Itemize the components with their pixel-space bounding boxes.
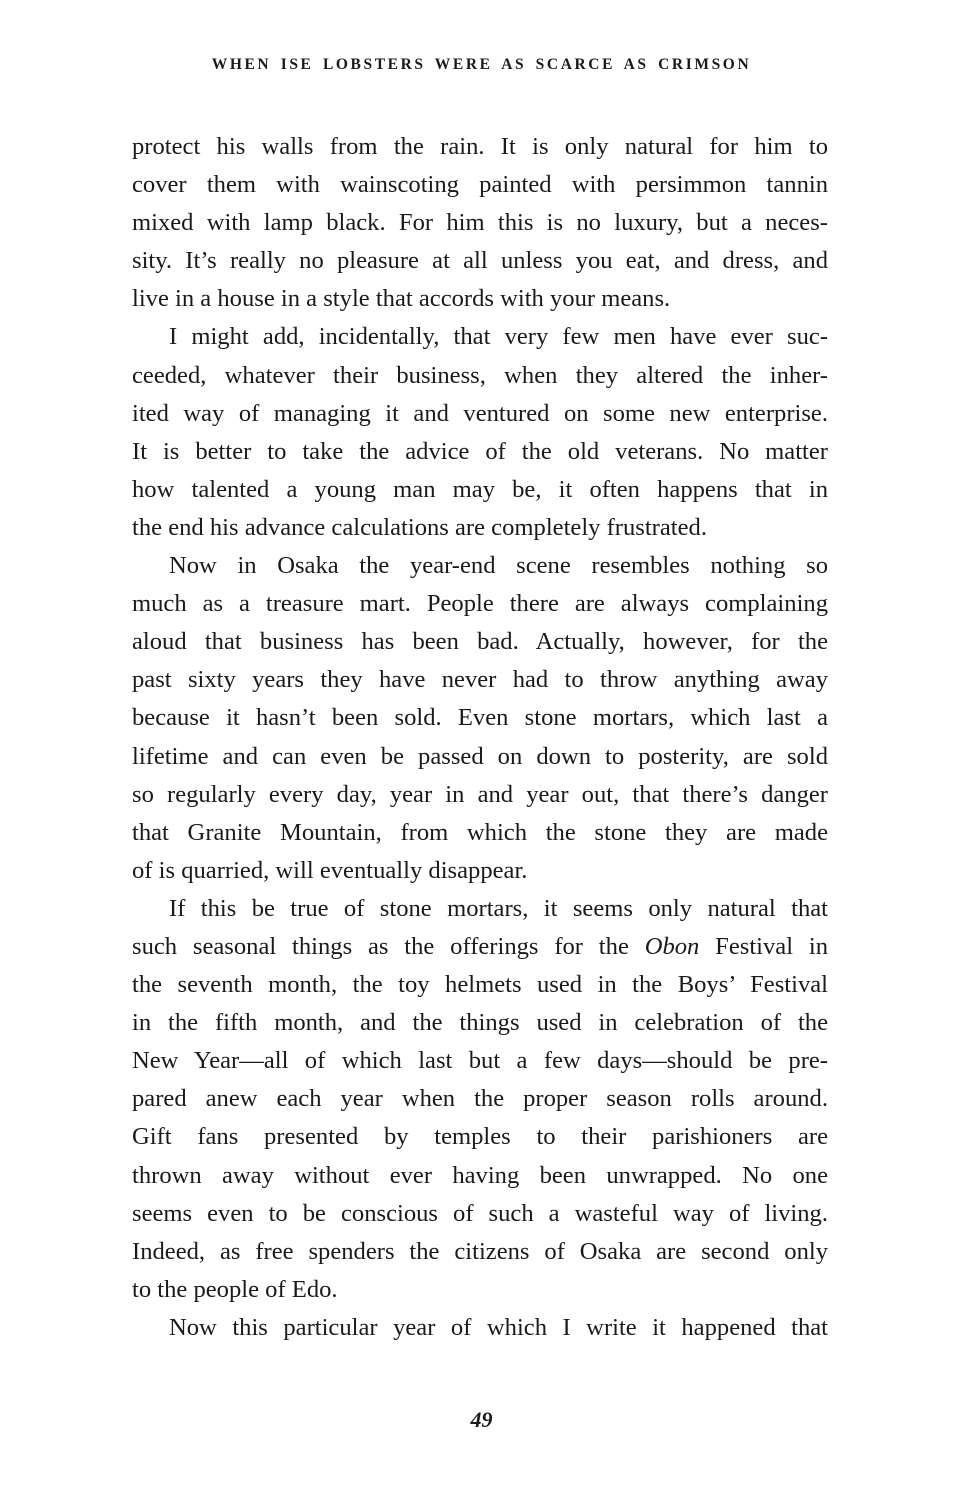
text-line: the end his advance calculations are completely frustrated. [132,513,707,541]
text-line: Gift fans presented by temples to their parishioners are [132,1123,828,1151]
text-line: cover them with wainscoting painted with persimmon tannin [132,171,828,199]
obon-line-before: such seasonal things as the offerings for the [132,932,645,960]
text-line-obon [132,928,828,966]
text-line: It is better to take the advice of the old veterans. No matter [132,437,828,465]
text-line: in the fifth month, and the things used in celebration of the [132,1009,828,1037]
text-line: ited way of managing it and ventured on some new enterprise. [132,399,828,427]
text-line: much as a treasure mart. People there are always complaining [132,590,828,618]
text-line: seems even to be conscious of such a wasteful way of living. [132,1199,828,1227]
text-line: Indeed, as free spenders the citizens of Osaka are second only [132,1237,828,1265]
running-head: WHEN ISE LOBSTERS WERE AS SCARCE AS CRIMSON [211,56,752,73]
text-line: to the people of Edo. [132,1275,338,1303]
obon-line-after: Festival in [699,932,828,960]
text-line: Now this particular year of which I write it happened that [169,1313,828,1341]
text-line: mixed with lamp black. For him this is no luxury, but a neces- [132,209,828,237]
text-line: protect his walls from the rain. It is only natural for him to [132,133,828,160]
text-line: I might add, incidentally, that very few men have ever suc- [169,323,828,351]
body-text [132,128,828,1347]
text-line: so regularly every day, year in and year out, that there’s danger [132,780,828,808]
text-line: how talented a young man may be, it often happens that in [132,475,828,503]
text-line: pared anew each year when the proper season rolls around. [132,1085,828,1113]
text-line: Now in Osaka the year-end scene resembles nothing so [169,552,828,580]
text-line: that Granite Mountain, from which the stone they are made [132,818,828,846]
text-line: aloud that business has been bad. Actually, however, for the [132,628,828,656]
text-line: past sixty years they have never had to throw anything away [132,666,828,694]
text-line: If this be true of stone mortars, it seems only natural that [169,894,828,922]
text-line: live in a house in a style that accords with your means. [132,285,671,313]
obon-italic-word: Obon [644,932,700,960]
page-number: 49 [470,1407,493,1432]
text-line: lifetime and can even be passed on down to posterity, are sold [132,742,828,770]
text-line: sity. It’s really no pleasure at all unless you eat, and dress, and [132,247,828,275]
text-line: ceeded, whatever their business, when they altered the inher- [132,361,828,389]
text-line: the seventh month, the toy helmets used in the Boys’ Festival [132,971,828,999]
text-line: of is quarried, will eventually disappear. [132,856,528,884]
text-line: because it hasn’t been sold. Even stone mortars, which last a [132,704,828,732]
text-line: thrown away without ever having been unwrapped. No one [132,1161,828,1189]
text-line: New Year—all of which last but a few days—should be pre- [132,1047,828,1075]
